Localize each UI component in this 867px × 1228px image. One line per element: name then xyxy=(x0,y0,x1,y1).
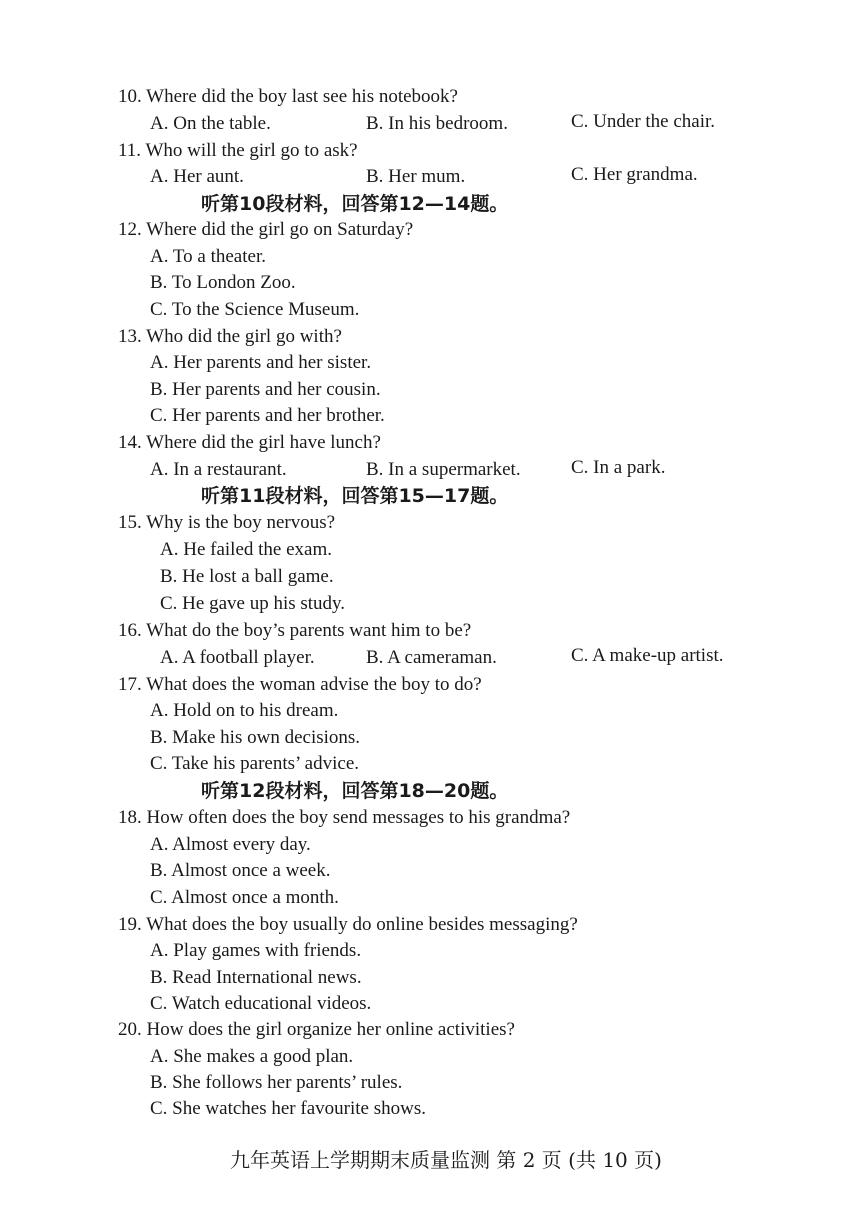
question-11: 11. Who will the girl go to ask? xyxy=(118,140,358,161)
q12-option-c: C. To the Science Museum. xyxy=(150,299,360,320)
q18-option-c: C. Almost once a month. xyxy=(150,887,339,908)
q10-option-a: A. On the table. xyxy=(150,113,271,134)
q16-option-c: C. A make-up artist. xyxy=(571,645,724,666)
q18-option-a: A. Almost every day. xyxy=(150,834,311,855)
q15-option-c: C. He gave up his study. xyxy=(160,593,346,614)
question-14: 14. Where did the girl have lunch? xyxy=(118,432,381,453)
q14-option-c: C. In a park. xyxy=(571,457,666,478)
q17-option-c: C. Take his parents’ advice. xyxy=(150,753,360,774)
page-footer: 九年英语上学期期末质量监测 第 2 页 (共 10 页) xyxy=(230,1148,662,1172)
q19-option-b: B. Read International news. xyxy=(150,967,362,988)
q13-option-a: A. Her parents and her sister. xyxy=(150,352,372,373)
q11-option-a: A. Her aunt. xyxy=(150,166,244,187)
section-heading-12: 听第12段材料，回答第18—20题。 xyxy=(201,780,509,802)
q13-option-b: B. Her parents and her cousin. xyxy=(150,379,381,400)
section-heading-11: 听第11段材料，回答第15—17题。 xyxy=(201,485,509,507)
q14-option-a: A. In a restaurant. xyxy=(150,459,287,480)
q15-option-a: A. He failed the exam. xyxy=(160,539,332,560)
q10-option-c: C. Under the chair. xyxy=(571,111,716,132)
q16-option-a: A. A football player. xyxy=(160,647,315,668)
section-heading-10: 听第10段材料，回答第12—14题。 xyxy=(201,193,509,215)
question-15: 15. Why is the boy nervous? xyxy=(118,512,336,533)
q17-option-a: A. Hold on to his dream. xyxy=(150,700,339,721)
q11-option-b: B. Her mum. xyxy=(366,166,466,187)
q20-option-a: A. She makes a good plan. xyxy=(150,1046,354,1067)
question-16: 16. What do the boy’s parents want him to be? xyxy=(118,620,472,641)
question-13: 13. Who did the girl go with? xyxy=(118,326,342,347)
q13-option-c: C. Her parents and her brother. xyxy=(150,405,385,426)
q20-option-b: B. She follows her parents’ rules. xyxy=(150,1072,403,1093)
q19-option-c: C. Watch educational videos. xyxy=(150,993,372,1014)
q17-option-b: B. Make his own decisions. xyxy=(150,727,361,748)
question-10: 10. Where did the boy last see his notebook? xyxy=(118,86,458,107)
q12-option-b: B. To London Zoo. xyxy=(150,272,296,293)
q14-option-b: B. In a supermarket. xyxy=(366,459,521,480)
question-18: 18. How often does the boy send messages to his grandma? xyxy=(118,807,571,828)
q16-option-b: B. A cameraman. xyxy=(366,647,497,668)
question-17: 17. What does the woman advise the boy to do? xyxy=(118,674,482,695)
q15-option-b: B. He lost a ball game. xyxy=(160,566,334,587)
q20-option-c: C. She watches her favourite shows. xyxy=(150,1098,426,1119)
question-19: 19. What does the boy usually do online besides messaging? xyxy=(118,914,578,935)
question-20: 20. How does the girl organize her online activities? xyxy=(118,1019,515,1040)
q11-option-c: C. Her grandma. xyxy=(571,164,698,185)
q18-option-b: B. Almost once a week. xyxy=(150,860,331,881)
q19-option-a: A. Play games with friends. xyxy=(150,940,362,961)
q12-option-a: A. To a theater. xyxy=(150,246,266,267)
question-12: 12. Where did the girl go on Saturday? xyxy=(118,219,414,240)
q10-option-b: B. In his bedroom. xyxy=(366,113,508,134)
